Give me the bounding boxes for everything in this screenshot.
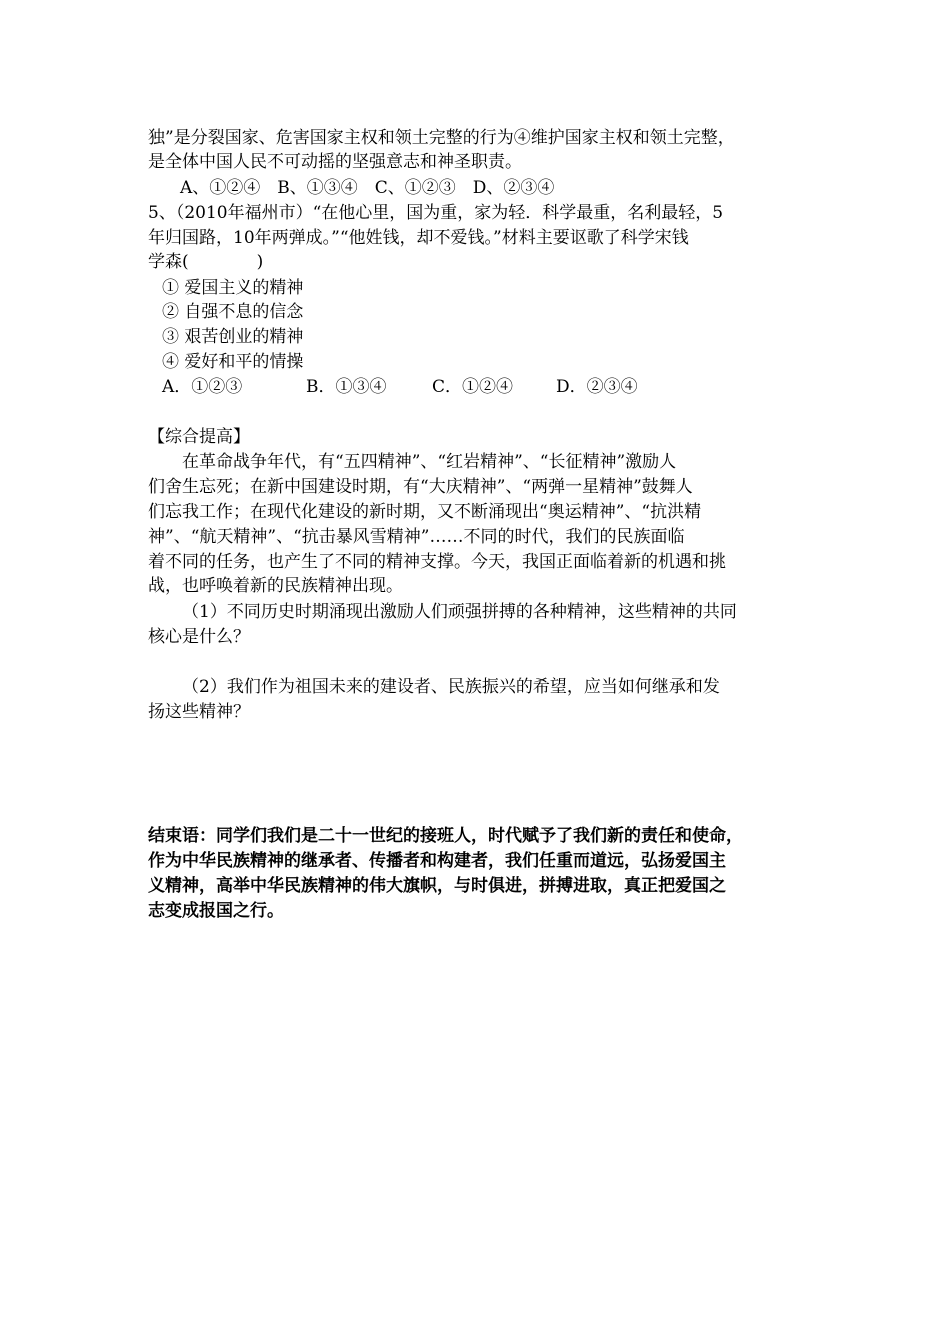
question-2-line-2: 扬这些精神？ <box>148 702 250 722</box>
paragraph-line-5: 着不同的任务，也产生了不同的精神支撑。今天，我国正面临着新的机遇和挑 <box>148 552 726 572</box>
q5-line-1: 5、（2010年福州市）“在他心里，国为重，家为轻．科学最重，名利最轻，5 <box>148 203 724 223</box>
question-2-line-1: （2）我们作为祖国未来的建设者、民族振兴的希望，应当如何继承和发 <box>182 677 720 697</box>
q5-option-d: D．②③④ <box>556 377 638 397</box>
question-1-line-2: 核心是什么？ <box>148 627 250 647</box>
paragraph-line-4: 神”、“航天精神”、“抗击暴风雪精神”……不同的时代，我们的民族面临 <box>148 527 685 547</box>
q5-option-c: C．①②④ <box>432 377 514 397</box>
q5-line-2: 年归国路，10年两弹成。”“他姓钱，却不爱钱。”材料主要讴歌了科学宋钱 <box>148 228 689 248</box>
conclusion-line-3: 义精神，高举中华民族精神的伟大旗帜，与时俱进，拼搏进取，真正把爱国之 <box>148 876 726 896</box>
q5-option-a: A．①②③ <box>162 377 243 397</box>
paragraph-line-3: 们忘我工作；在现代化建设的新时期，又不断涌现出“奥运精神”、“抗洪精 <box>148 502 702 522</box>
q5-item-3: ③ 艰苦创业的精神 <box>162 327 304 347</box>
q5-option-b: B．①③④ <box>306 377 387 397</box>
question-1-line-1: （1）不同历史时期涌现出激励人们顽强拼搏的各种精神，这些精神的共同 <box>182 602 737 622</box>
q4-line-1: 独”是分裂国家、危害国家主权和领土完整的行为④维护国家主权和领土完整， <box>148 128 735 148</box>
section-heading: 【综合提高】 <box>148 427 250 447</box>
q5-line-3: 学森( ) <box>148 252 264 272</box>
paragraph-line-1: 在革命战争年代，有“五四精神”、“红岩精神”、“长征精神”激励人 <box>182 452 677 472</box>
paragraph-line-6: 战，也呼唤着新的民族精神出现。 <box>148 576 403 596</box>
paragraph-line-2: 们舍生忘死；在新中国建设时期，有“大庆精神”、“两弹一星精神”鼓舞人 <box>148 477 693 497</box>
q5-item-2: ② 自强不息的信念 <box>162 302 304 322</box>
q4-line-2: 是全体中国人民不可动摇的坚强意志和神圣职责。 <box>148 152 522 172</box>
q4-options: A、①②④ B、①③④ C、①②③ D、②③④ <box>180 178 555 198</box>
conclusion-line-4: 志变成报国之行。 <box>148 901 284 921</box>
q5-item-4: ④ 爱好和平的情操 <box>162 352 304 372</box>
conclusion-line-2: 作为中华民族精神的继承者、传播者和构建者，我们任重而道远，弘扬爱国主 <box>148 851 726 871</box>
q5-item-1: ① 爱国主义的精神 <box>162 278 304 298</box>
conclusion-line-1: 结束语：同学们我们是二十一世纪的接班人，时代赋予了我们新的责任和使命， <box>148 826 743 846</box>
